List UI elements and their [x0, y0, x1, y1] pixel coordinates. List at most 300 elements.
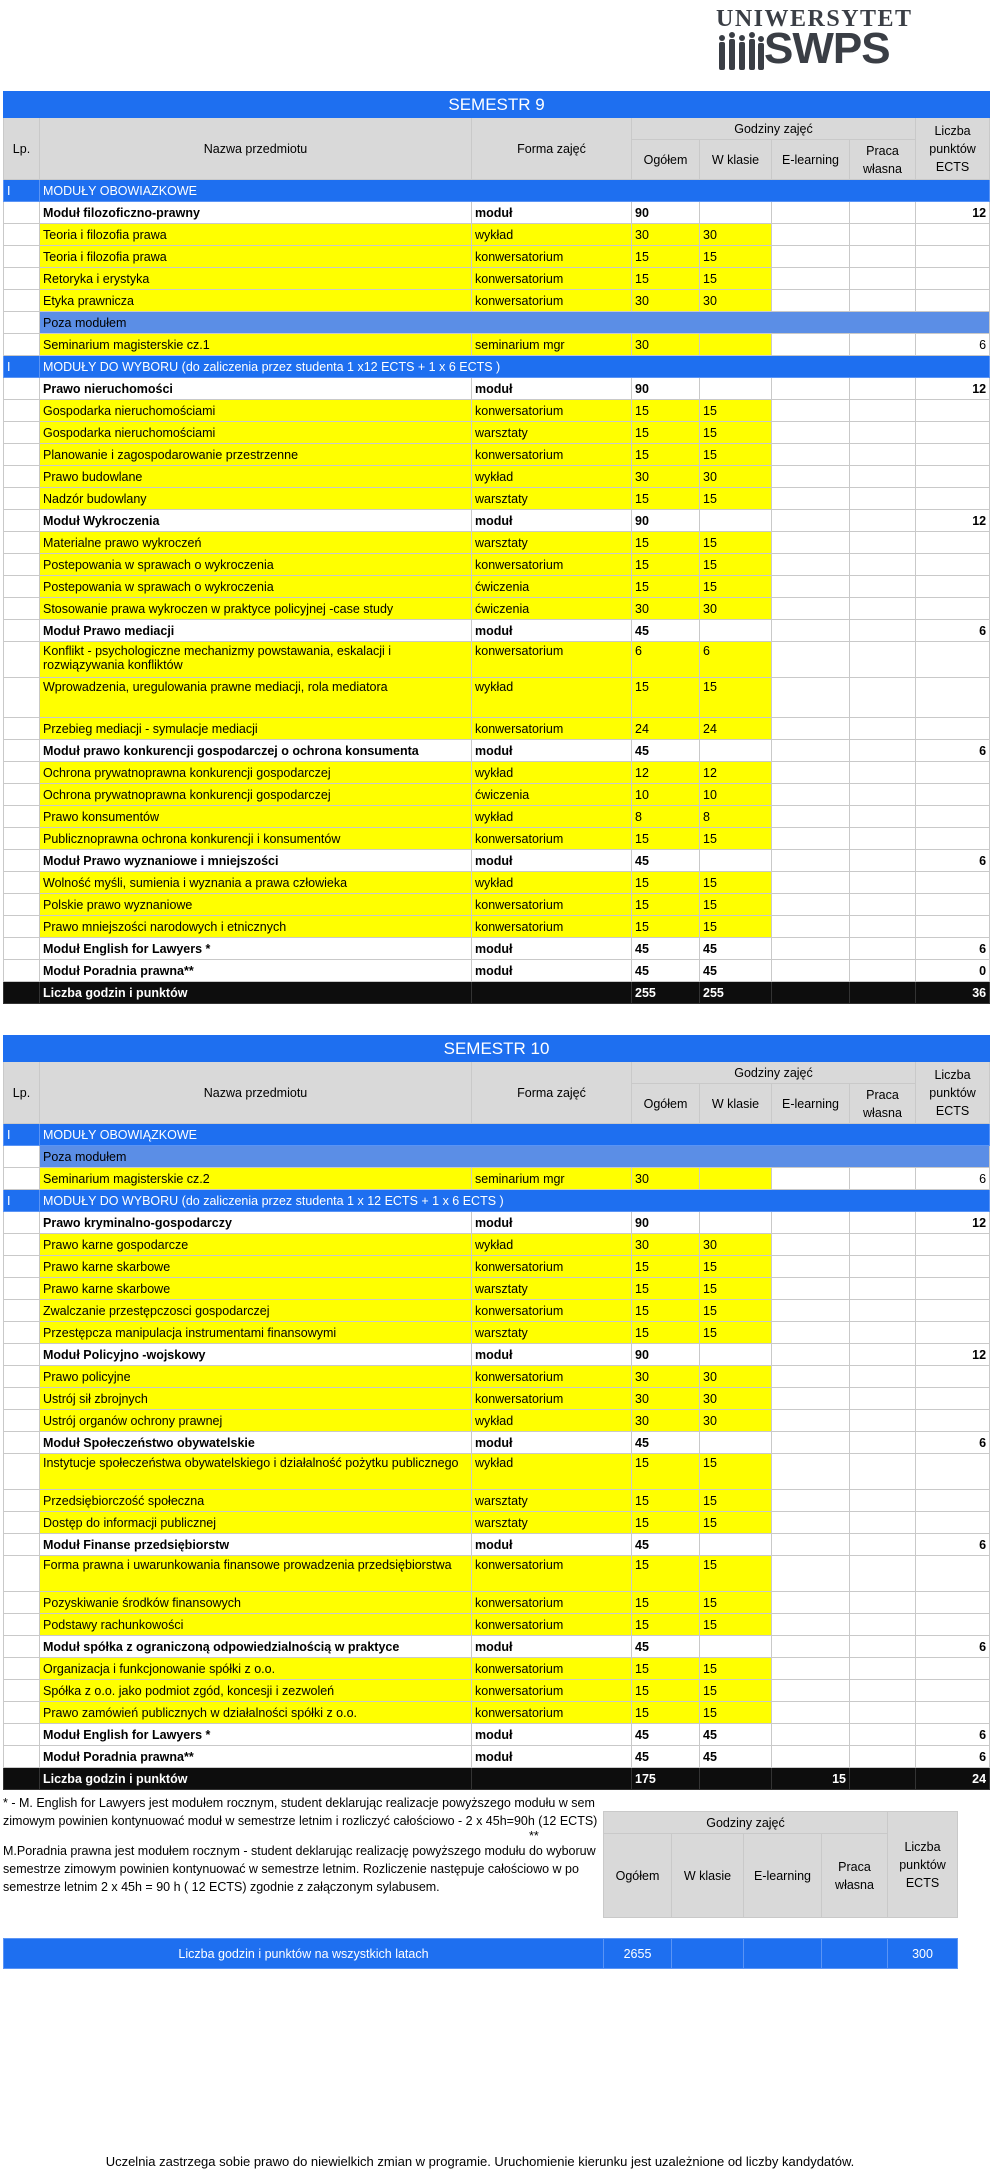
row-lp [4, 828, 40, 850]
row-ogolem: 45 [632, 1724, 700, 1746]
semester-10-table-wrap [3, 1035, 987, 1790]
row-praca [850, 422, 916, 444]
row-lp [4, 1592, 40, 1614]
row-name: Pozyskiwanie środków finansowych [40, 1592, 472, 1614]
row-praca [850, 554, 916, 576]
course-row [4, 1614, 990, 1636]
row-ects [916, 1702, 990, 1724]
row-ects [916, 422, 990, 444]
row-lp [4, 806, 40, 828]
row-lp [4, 576, 40, 598]
row-wklasie: 15 [700, 532, 772, 554]
row-elearning [772, 1454, 850, 1490]
row-forma: konwersatorium [472, 1592, 632, 1614]
module-row [4, 1724, 990, 1746]
row-section-title: MODUŁY OBOWIĄZKOWE [40, 1124, 990, 1146]
row-name: Moduł Wykroczenia [40, 510, 472, 532]
row-lp [4, 1614, 40, 1636]
row-forma: warsztaty [472, 1512, 632, 1534]
row-elearning [772, 1388, 850, 1410]
row-name: Wprowadzenia, uregulowania prawne mediacji, rola mediatora [40, 678, 472, 718]
grand-total-wrap [3, 1938, 957, 1969]
row-ogolem: 45 [632, 850, 700, 872]
row-wklasie: 15 [700, 1490, 772, 1512]
course-row [4, 1454, 990, 1490]
row-elearning [772, 268, 850, 290]
row-name: Prawo karne skarbowe [40, 1256, 472, 1278]
row-lp [4, 1410, 40, 1432]
course-row [4, 268, 990, 290]
header-forma: Forma zajęć [472, 118, 632, 180]
row-wklasie: 6 [700, 642, 772, 678]
row-elearning [772, 224, 850, 246]
row-name: Prawo karne gospodarcze [40, 1234, 472, 1256]
row-praca [850, 1322, 916, 1344]
row-elearning [772, 1322, 850, 1344]
row-ects [916, 290, 990, 312]
row-lp [4, 1432, 40, 1454]
row-lp [4, 1768, 40, 1790]
row-praca [850, 960, 916, 982]
row-forma: ćwiczenia [472, 576, 632, 598]
row-lp [4, 1512, 40, 1534]
row-praca [850, 1366, 916, 1388]
row-forma: konwersatorium [472, 444, 632, 466]
row-praca [850, 828, 916, 850]
row-lp [4, 718, 40, 740]
row-forma: konwersatorium [472, 1702, 632, 1724]
row-elearning [772, 850, 850, 872]
row-wklasie: 15 [700, 916, 772, 938]
row-praca [850, 1702, 916, 1724]
row-name: Prawo policyjne [40, 1366, 472, 1388]
header-ogolem: Ogółem [632, 1084, 700, 1124]
course-row [4, 1300, 990, 1322]
row-name: Gospodarka nieruchomościami [40, 400, 472, 422]
row-elearning [772, 1256, 850, 1278]
row-lp: I [4, 1124, 40, 1146]
row-ogolem: 15 [632, 678, 700, 718]
row-ogolem: 15 [632, 1490, 700, 1512]
row-lp [4, 678, 40, 718]
row-lp [4, 960, 40, 982]
row-name: Etyka prawnicza [40, 290, 472, 312]
row-ogolem: 15 [632, 1556, 700, 1592]
row-elearning [772, 1300, 850, 1322]
row-wklasie: 8 [700, 806, 772, 828]
row-elearning [772, 620, 850, 642]
row-forma: wykład [472, 872, 632, 894]
row-ogolem: 30 [632, 224, 700, 246]
row-name: Teoria i filozofia prawa [40, 224, 472, 246]
row-praca [850, 1636, 916, 1658]
row-praca [850, 1300, 916, 1322]
row-lp [4, 1534, 40, 1556]
row-forma: konwersatorium [472, 1556, 632, 1592]
row-ects [916, 828, 990, 850]
header-praca: Praca własna [850, 140, 916, 180]
course-row [4, 1680, 990, 1702]
row-wklasie: 30 [700, 290, 772, 312]
row-praca [850, 1724, 916, 1746]
row-name: Moduł spółka z ograniczoną odpowiedzialnością w praktyce [40, 1636, 472, 1658]
row-ects [916, 1556, 990, 1592]
row-lp [4, 1322, 40, 1344]
row-forma: moduł [472, 1636, 632, 1658]
row-ogolem: 15 [632, 400, 700, 422]
grand-total-ects: 300 [888, 1939, 958, 1969]
row-wklasie: 15 [700, 1614, 772, 1636]
grand-total-table [3, 1938, 958, 1969]
row-ects: 36 [916, 982, 990, 1004]
section-row [4, 356, 990, 378]
row-praca [850, 1746, 916, 1768]
row-forma: wykład [472, 466, 632, 488]
row-elearning [772, 1724, 850, 1746]
row-ogolem: 15 [632, 916, 700, 938]
course-row [4, 576, 990, 598]
row-wklasie: 10 [700, 784, 772, 806]
row-lp [4, 620, 40, 642]
row-wklasie [700, 510, 772, 532]
row-name: Prawo kryminalno-gospodarczy [40, 1212, 472, 1234]
row-praca [850, 400, 916, 422]
course-row [4, 1278, 990, 1300]
header-ects: Liczba punktów ECTS [916, 118, 990, 180]
row-praca [850, 378, 916, 400]
row-praca [850, 806, 916, 828]
section-row [4, 1124, 990, 1146]
row-lp [4, 1300, 40, 1322]
semester-title: SEMESTR 10 [4, 1036, 990, 1062]
row-praca [850, 1534, 916, 1556]
row-wklasie: 15 [700, 1256, 772, 1278]
row-ogolem: 30 [632, 1234, 700, 1256]
row-wklasie [700, 378, 772, 400]
module-row [4, 1534, 990, 1556]
row-praca [850, 466, 916, 488]
course-row [4, 1592, 990, 1614]
row-elearning [772, 554, 850, 576]
row-section-title: MODUŁY DO WYBORU (do zaliczenia przez studenta 1 x12 ECTS + 1 x 6 ECTS ) [40, 356, 990, 378]
module-row [4, 378, 990, 400]
row-praca [850, 444, 916, 466]
course-row [4, 1256, 990, 1278]
row-ogolem: 15 [632, 246, 700, 268]
row-ogolem: 24 [632, 718, 700, 740]
row-ects: 12 [916, 202, 990, 224]
row-elearning [772, 400, 850, 422]
row-forma [472, 1768, 632, 1790]
course-row [4, 784, 990, 806]
row-elearning [772, 246, 850, 268]
footnotes [3, 1794, 607, 1896]
header-name: Nazwa przedmiotu [40, 1062, 472, 1124]
row-name: Seminarium magisterskie cz.2 [40, 1168, 472, 1190]
row-name: Planowanie i zagospodarowanie przestrzenne [40, 444, 472, 466]
row-wklasie: 15 [700, 1658, 772, 1680]
row-name: Wolność myśli, sumienia i wyznania a prawa człowieka [40, 872, 472, 894]
row-wklasie: 45 [700, 960, 772, 982]
row-wklasie: 15 [700, 1300, 772, 1322]
row-forma: seminarium mgr [472, 1168, 632, 1190]
row-forma: konwersatorium [472, 1366, 632, 1388]
row-lp [4, 1680, 40, 1702]
row-wklasie: 15 [700, 268, 772, 290]
row-ects [916, 224, 990, 246]
row-ogolem: 45 [632, 938, 700, 960]
row-ects [916, 1454, 990, 1490]
header-lp: Lp. [4, 1062, 40, 1124]
row-praca [850, 1388, 916, 1410]
row-wklasie: 30 [700, 1410, 772, 1432]
row-name: Zwalczanie przestępczosci gospodarczej [40, 1300, 472, 1322]
total-row [4, 982, 990, 1004]
row-praca [850, 290, 916, 312]
row-lp [4, 1702, 40, 1724]
row-ogolem: 90 [632, 378, 700, 400]
row-forma: wykład [472, 1234, 632, 1256]
row-lp [4, 1146, 40, 1168]
row-ogolem: 45 [632, 1534, 700, 1556]
row-forma: moduł [472, 740, 632, 762]
logo-figures-icon [716, 30, 766, 72]
row-lp [4, 982, 40, 1004]
module-row [4, 1746, 990, 1768]
row-lp [4, 938, 40, 960]
header-ects: Liczba punktów ECTS [888, 1812, 958, 1918]
row-elearning [772, 1212, 850, 1234]
row-wklasie: 24 [700, 718, 772, 740]
row-ogolem: 90 [632, 1212, 700, 1234]
row-ogolem: 15 [632, 1256, 700, 1278]
row-ogolem: 15 [632, 268, 700, 290]
row-elearning [772, 678, 850, 718]
row-forma: konwersatorium [472, 268, 632, 290]
row-elearning [772, 1278, 850, 1300]
row-lp: I [4, 356, 40, 378]
header-lp: Lp. [4, 118, 40, 180]
row-ogolem: 255 [632, 982, 700, 1004]
row-name: Teoria i filozofia prawa [40, 246, 472, 268]
row-forma: konwersatorium [472, 554, 632, 576]
row-praca [850, 1410, 916, 1432]
row-lp [4, 762, 40, 784]
row-lp [4, 466, 40, 488]
row-wklasie: 15 [700, 828, 772, 850]
header-forma: Forma zajęć [472, 1062, 632, 1124]
semester-10-rows [4, 1124, 990, 1790]
row-forma: konwersatorium [472, 290, 632, 312]
row-ogolem: 30 [632, 290, 700, 312]
row-name: Retoryka i erystyka [40, 268, 472, 290]
row-praca [850, 1212, 916, 1234]
row-ogolem: 10 [632, 784, 700, 806]
row-name: Postepowania w sprawach o wykroczenia [40, 576, 472, 598]
row-ects [916, 872, 990, 894]
row-praca [850, 1556, 916, 1592]
row-ects [916, 554, 990, 576]
row-ects: 6 [916, 1534, 990, 1556]
module-row [4, 938, 990, 960]
row-name: Spółka z o.o. jako podmiot zgód, koncesji i zezwoleń [40, 1680, 472, 1702]
row-forma: wykład [472, 224, 632, 246]
row-praca [850, 1614, 916, 1636]
row-praca [850, 246, 916, 268]
row-lp [4, 554, 40, 576]
university-logo [716, 2, 913, 73]
row-wklasie: 15 [700, 894, 772, 916]
course-row [4, 598, 990, 620]
row-wklasie: 15 [700, 1680, 772, 1702]
row-praca [850, 510, 916, 532]
row-forma: wykład [472, 678, 632, 718]
row-elearning [772, 488, 850, 510]
row-ects [916, 1388, 990, 1410]
row-ogolem: 15 [632, 1454, 700, 1490]
row-ects [916, 1658, 990, 1680]
row-ogolem: 30 [632, 466, 700, 488]
header-ects: Liczba punktów ECTS [916, 1062, 990, 1124]
row-lp [4, 1658, 40, 1680]
row-elearning [772, 1592, 850, 1614]
row-forma: konwersatorium [472, 1300, 632, 1322]
module-row [4, 740, 990, 762]
row-forma: konwersatorium [472, 1614, 632, 1636]
row-praca [850, 1658, 916, 1680]
grand-total-label: Liczba godzin i punktów na wszystkich latach [4, 1939, 604, 1969]
row-name: Dostęp do informacji publicznej [40, 1512, 472, 1534]
semester-9-rows [4, 180, 990, 1004]
row-name: Seminarium magisterskie cz.1 [40, 334, 472, 356]
row-name: Moduł English for Lawyers * [40, 1724, 472, 1746]
row-forma [472, 982, 632, 1004]
row-wklasie: 15 [700, 444, 772, 466]
row-ects [916, 1680, 990, 1702]
row-ects [916, 642, 990, 678]
course-row [4, 1388, 990, 1410]
row-forma: warsztaty [472, 1322, 632, 1344]
row-lp [4, 532, 40, 554]
course-row [4, 1702, 990, 1724]
row-ects: 12 [916, 378, 990, 400]
row-forma: konwersatorium [472, 1388, 632, 1410]
row-ogolem: 30 [632, 1366, 700, 1388]
row-name: Moduł English for Lawyers * [40, 938, 472, 960]
row-wklasie: 15 [700, 1454, 772, 1490]
row-ects: 12 [916, 1212, 990, 1234]
row-forma: konwersatorium [472, 1680, 632, 1702]
row-name: Konflikt - psychologiczne mechanizmy powstawania, eskalacji i rozwiązywania konfliktów [40, 642, 472, 678]
header-elearning: E-learning [772, 1084, 850, 1124]
row-name: Moduł Prawo mediacji [40, 620, 472, 642]
module-row [4, 850, 990, 872]
row-name: Prawo budowlane [40, 466, 472, 488]
row-praca [850, 762, 916, 784]
row-wklasie: 15 [700, 1512, 772, 1534]
row-elearning [772, 1234, 850, 1256]
row-name: Polskie prawo wyznaniowe [40, 894, 472, 916]
section-row [4, 180, 990, 202]
row-lp [4, 1212, 40, 1234]
header-elearning: E-learning [772, 140, 850, 180]
row-name: Moduł filozoficzno-prawny [40, 202, 472, 224]
row-lp [4, 1256, 40, 1278]
row-elearning [772, 1658, 850, 1680]
row-praca [850, 598, 916, 620]
row-ects [916, 1614, 990, 1636]
row-section-title: MODUŁY OBOWIAZKOWE [40, 180, 990, 202]
row-elearning [772, 1344, 850, 1366]
row-ects [916, 532, 990, 554]
row-ogolem: 15 [632, 828, 700, 850]
row-lp [4, 740, 40, 762]
row-ects [916, 678, 990, 718]
row-elearning [772, 1168, 850, 1190]
row-ects [916, 598, 990, 620]
row-forma: wykład [472, 762, 632, 784]
course-row [4, 678, 990, 718]
row-name: Instytucje społeczeństwa obywatelskiego i działalność pożytku publicznego [40, 1454, 472, 1490]
row-ogolem: 45 [632, 960, 700, 982]
footnote-poradnia: M.Poradnia prawna jest modułem rocznym - student deklarując realizację powyższego modułu do wyboruw semestrze zimowym powinien kontynuować w semestrze letnim. Rozliczenie następuje całościowo w po semestrze letnim 2 x 45h = 90 h ( 12 ECTS) zgodnie z załączonym sylabusem. [3, 1844, 596, 1894]
row-ects [916, 1592, 990, 1614]
course-row [4, 806, 990, 828]
row-elearning [772, 960, 850, 982]
row-name: Organizacja i funkcjonowanie spółki z o.o. [40, 1658, 472, 1680]
row-lp [4, 642, 40, 678]
header-praca: Praca własna [822, 1834, 888, 1918]
row-ogolem: 90 [632, 202, 700, 224]
row-wklasie: 30 [700, 598, 772, 620]
footnote-marker: ** [529, 1829, 539, 1843]
row-ects [916, 1410, 990, 1432]
course-row [4, 246, 990, 268]
row-lp [4, 334, 40, 356]
course-row [4, 1512, 990, 1534]
row-praca [850, 268, 916, 290]
row-name: Przedsiębiorczość społeczna [40, 1490, 472, 1512]
module-row [4, 960, 990, 982]
row-ects [916, 806, 990, 828]
row-ogolem: 15 [632, 422, 700, 444]
row-praca [850, 202, 916, 224]
row-forma: konwersatorium [472, 400, 632, 422]
row-forma: warsztaty [472, 1490, 632, 1512]
course-row [4, 762, 990, 784]
course-row [4, 894, 990, 916]
row-lp [4, 1168, 40, 1190]
row-name: Prawo mniejszości narodowych i etnicznych [40, 916, 472, 938]
row-forma: ćwiczenia [472, 784, 632, 806]
row-forma: konwersatorium [472, 916, 632, 938]
row-elearning [772, 444, 850, 466]
row-forma: konwersatorium [472, 894, 632, 916]
row-wklasie: 30 [700, 224, 772, 246]
row-praca [850, 678, 916, 718]
row-praca [850, 1256, 916, 1278]
semester-9-table [3, 91, 990, 1004]
row-wklasie: 45 [700, 1724, 772, 1746]
semester-title: SEMESTR 9 [4, 92, 990, 118]
row-wklasie [700, 1636, 772, 1658]
row-praca [850, 1768, 916, 1790]
summary-header-wrap [603, 1811, 957, 1918]
row-elearning [772, 718, 850, 740]
row-ogolem: 6 [632, 642, 700, 678]
row-lp [4, 400, 40, 422]
row-name: Moduł Prawo wyznaniowe i mniejszości [40, 850, 472, 872]
